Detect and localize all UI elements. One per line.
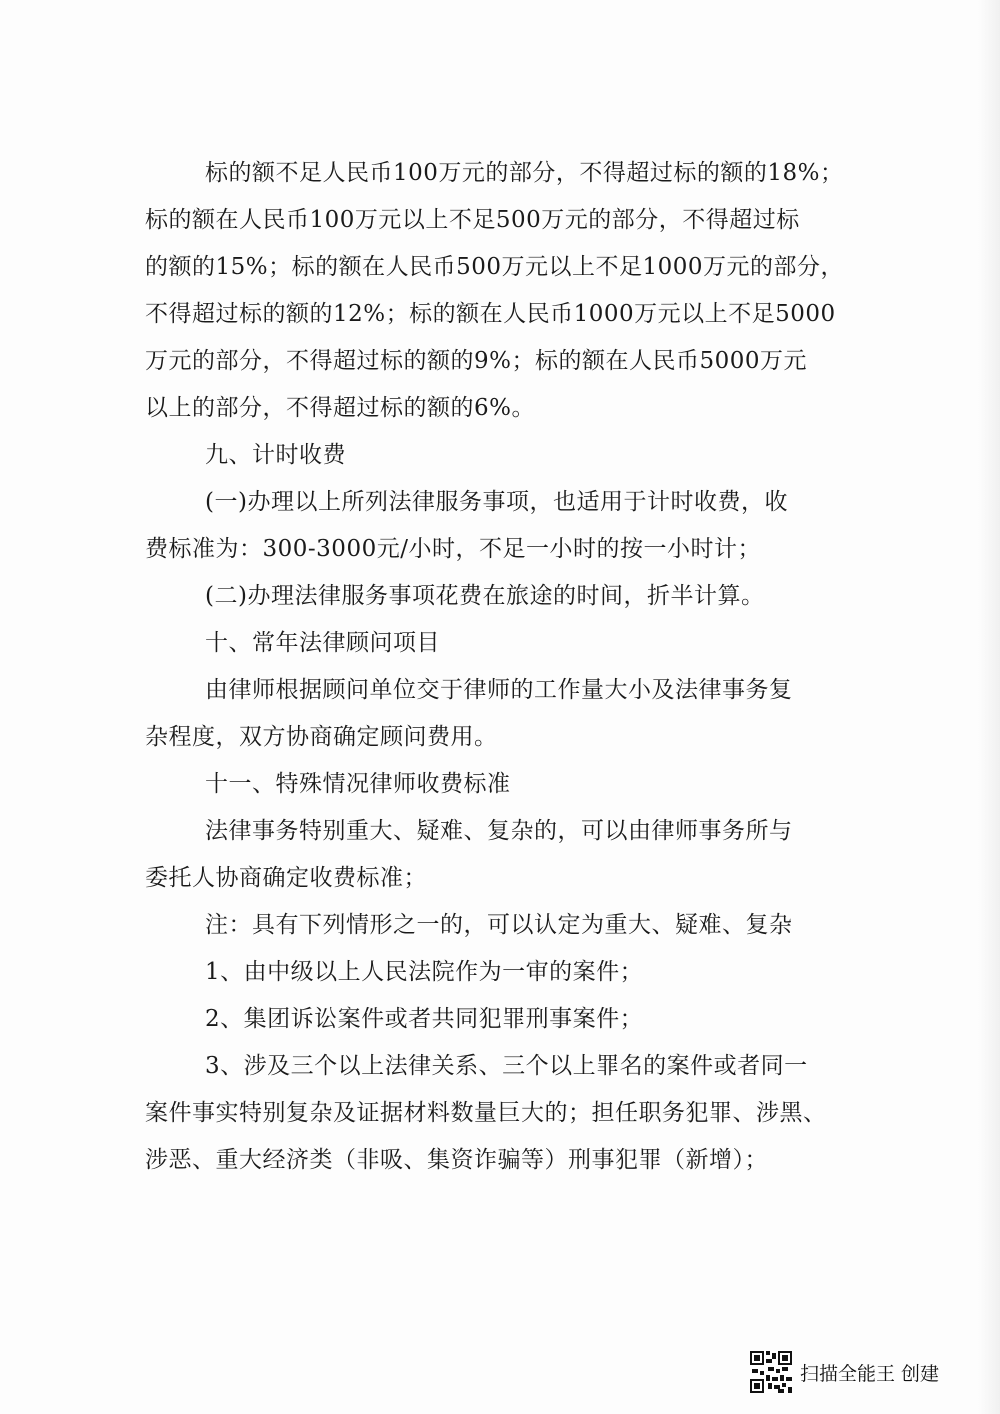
section-heading-9: 九、计时收费 (205, 442, 346, 468)
text-line-22: 涉恶、重大经济类（非吸、集资诈骗等）刑事犯罪（新增）； (145, 1147, 768, 1173)
text-line-9: 费标准为：300-3000元/小时，不足一小时的按一小时计； (145, 536, 761, 562)
text-line-1: 标的额不足人民币100万元的部分，不得超过标的额的18%； (205, 160, 844, 186)
scan-edge-shadow (978, 0, 1000, 1414)
section-heading-10: 十、常年法律顾问项目 (205, 630, 440, 656)
text-line-5: 万元的部分，不得超过标的额的9%；标的额在人民币5000万元 (145, 348, 808, 374)
list-item-3: 3、涉及三个以上法律关系、三个以上罪名的案件或者同一 (205, 1053, 808, 1079)
qr-code-icon (750, 1351, 792, 1393)
list-item-1: 1、由中级以上人民法院作为一审的案件； (205, 959, 644, 985)
text-line-3: 的额的15%；标的额在人民币500万元以上不足1000万元的部分， (145, 254, 845, 280)
scanner-watermark (750, 1346, 939, 1398)
section-heading-11: 十一、特殊情况律师收费标准 (205, 771, 511, 797)
text-line-13: 杂程度，双方协商确定顾问费用。 (145, 724, 498, 750)
text-line-10: (二)办理法律服务事项花费在旅途的时间，折半计算。 (205, 583, 765, 609)
text-line-21: 案件事实特别复杂及证据材料数量巨大的；担任职务犯罪、涉黑、 (145, 1100, 827, 1126)
watermark-text: 扫描全能王 创建 (800, 1362, 940, 1385)
text-line-16: 委托人协商确定收费标准； (145, 865, 427, 891)
text-line-8: (一)办理以上所列法律服务事项，也适用于计时收费，收 (205, 489, 788, 515)
text-line-6: 以上的部分，不得超过标的额的6%。 (145, 395, 535, 421)
text-line-12: 由律师根据顾问单位交于律师的工作量大小及法律事务复 (205, 677, 793, 703)
note-line: 注：具有下列情形之一的，可以认定为重大、疑难、复杂 (205, 912, 793, 938)
text-line-4: 不得超过标的额的12%；标的额在人民币1000万元以上不足5000 (145, 301, 836, 327)
list-item-2: 2、集团诉讼案件或者共同犯罪刑事案件； (205, 1006, 644, 1032)
text-line-2: 标的额在人民币100万元以上不足500万元的部分，不得超过标 (145, 207, 800, 233)
text-line-15: 法律事务特别重大、疑难、复杂的，可以由律师事务所与 (205, 818, 793, 844)
document-body (145, 150, 845, 1184)
